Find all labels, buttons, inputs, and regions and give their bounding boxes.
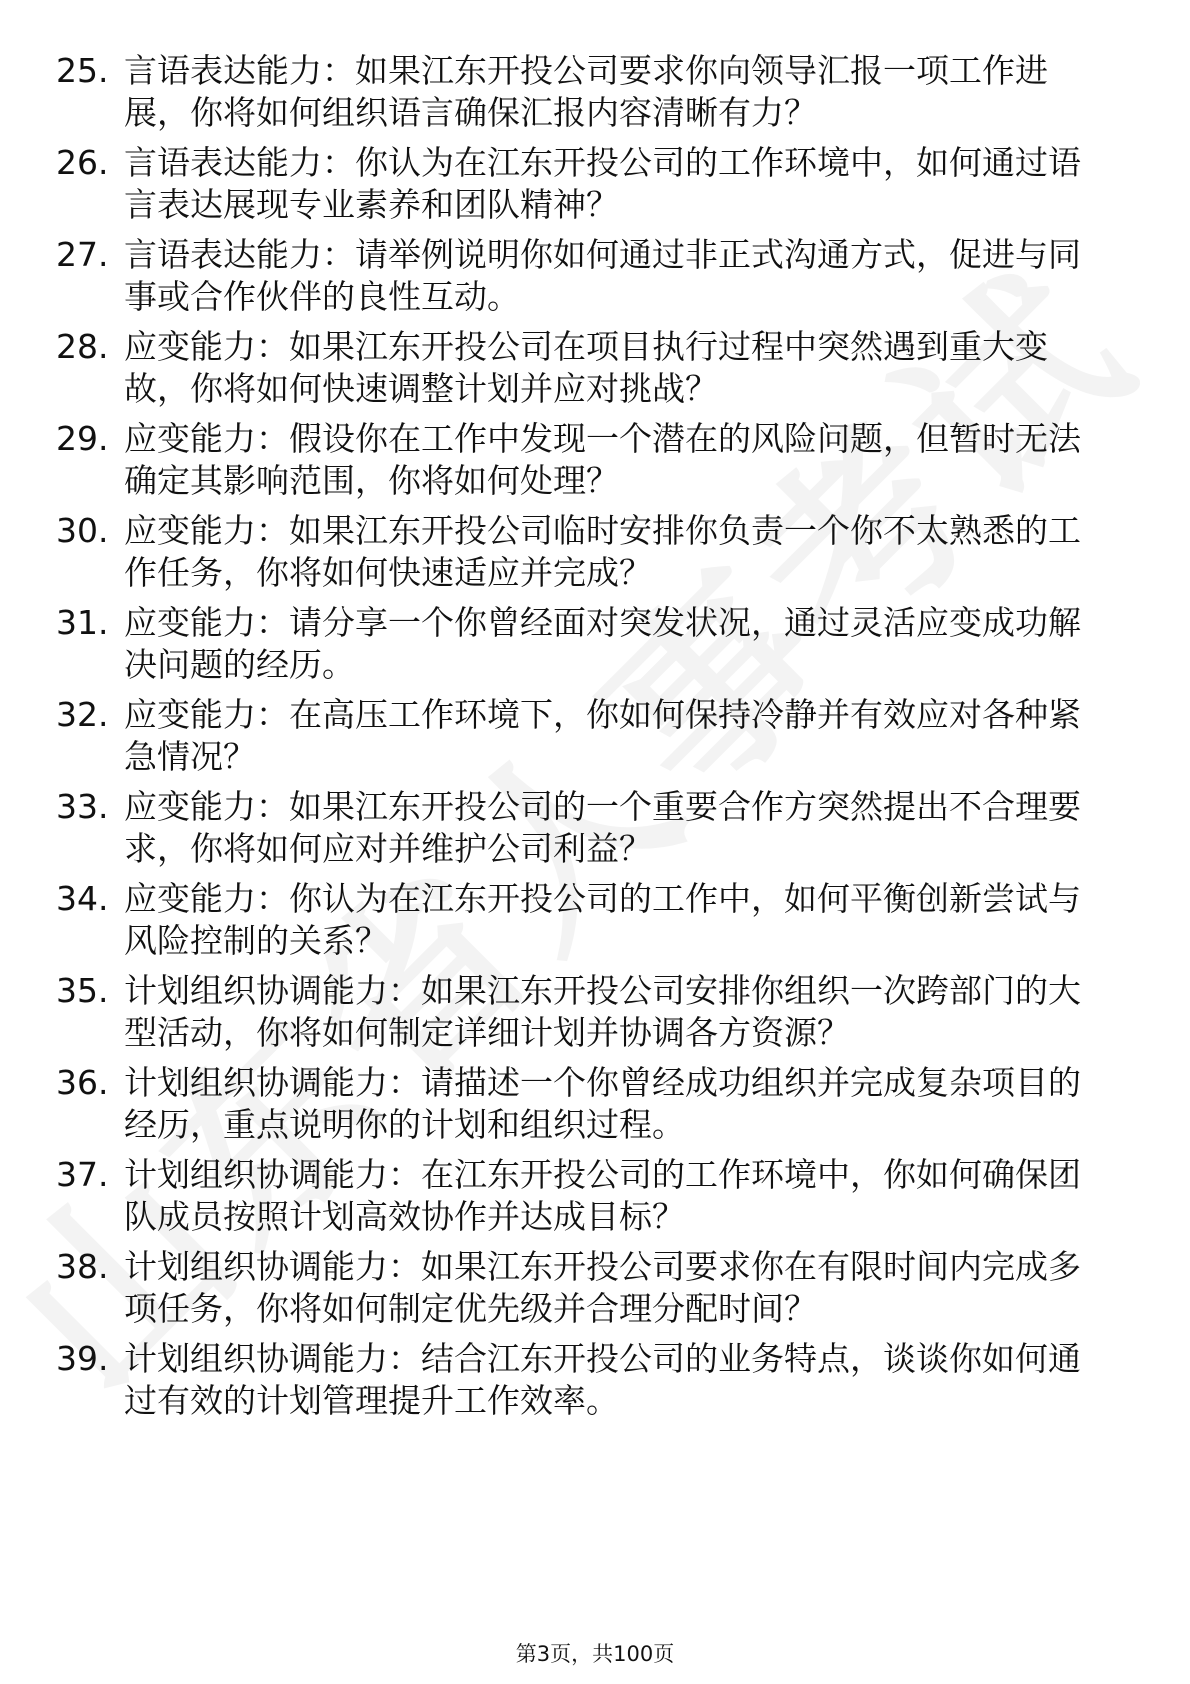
page-indicator: 第3页，共100页 — [515, 1642, 675, 1666]
question-text: 计划组织协调能力：如果江东开投公司安排你组织一次跨部门的大型活动，你将如何制定详细计划并协调各方资源？ — [124, 971, 1081, 1052]
question-text: 计划组织协调能力：在江东开投公司的工作环境中，你如何确保团队成员按照计划高效协作并达成目标？ — [124, 1155, 1081, 1236]
question-item — [56, 234, 1136, 326]
question-item — [56, 418, 1136, 510]
question-item — [56, 1338, 1136, 1430]
question-number: 27. — [56, 235, 109, 274]
question-item — [56, 510, 1136, 602]
question-number: 28. — [56, 327, 109, 366]
question-number: 35. — [56, 971, 109, 1010]
question-item — [56, 694, 1136, 786]
question-item — [56, 326, 1136, 418]
question-text: 计划组织协调能力：请描述一个你曾经成功组织并完成复杂项目的经历，重点说明你的计划和组织过程。 — [124, 1063, 1081, 1144]
question-text: 应变能力：你认为在江东开投公司的工作中，如何平衡创新尝试与风险控制的关系？ — [124, 879, 1081, 960]
question-number: 31. — [56, 603, 109, 642]
question-item — [56, 142, 1136, 234]
question-text: 应变能力：假设你在工作中发现一个潜在的风险问题，但暂时无法确定其影响范围，你将如何处理？ — [124, 419, 1081, 500]
question-number: 29. — [56, 419, 109, 458]
question-text: 应变能力：如果江东开投公司在项目执行过程中突然遇到重大变故，你将如何快速调整计划并应对挑战？ — [124, 327, 1048, 408]
question-number: 26. — [56, 143, 109, 182]
question-text: 应变能力：如果江东开投公司临时安排你负责一个你不太熟悉的工作任务，你将如何快速适应并完成？ — [124, 511, 1081, 592]
question-text: 应变能力：如果江东开投公司的一个重要合作方突然提出不合理要求，你将如何应对并维护公司利益？ — [124, 787, 1081, 868]
question-number: 33. — [56, 787, 109, 826]
question-list — [56, 50, 1136, 1430]
question-text: 计划组织协调能力：如果江东开投公司要求你在有限时间内完成多项任务，你将如何制定优先级并合理分配时间？ — [124, 1247, 1081, 1328]
question-item — [56, 1062, 1136, 1154]
question-item — [56, 50, 1136, 142]
question-number: 30. — [56, 511, 109, 550]
question-text: 应变能力：在高压工作环境下，你如何保持冷静并有效应对各种紧急情况？ — [124, 695, 1081, 776]
question-item — [56, 878, 1136, 970]
question-number: 39. — [56, 1339, 109, 1378]
question-text: 言语表达能力：如果江东开投公司要求你向领导汇报一项工作进展，你将如何组织语言确保汇报内容清晰有力？ — [124, 51, 1048, 132]
question-number: 38. — [56, 1247, 109, 1286]
question-text: 言语表达能力：你认为在江东开投公司的工作环境中，如何通过语言表达展现专业素养和团队精神？ — [124, 143, 1081, 224]
question-item — [56, 1246, 1136, 1338]
question-number: 25. — [56, 51, 109, 90]
question-number: 34. — [56, 879, 109, 918]
question-text: 应变能力：请分享一个你曾经面对突发状况，通过灵活应变成功解决问题的经历。 — [124, 603, 1081, 684]
question-item — [56, 786, 1136, 878]
question-text: 计划组织协调能力：结合江东开投公司的业务特点，谈谈你如何通过有效的计划管理提升工作效率。 — [124, 1339, 1081, 1420]
question-number: 36. — [56, 1063, 109, 1102]
question-number: 32. — [56, 695, 109, 734]
question-item — [56, 602, 1136, 694]
question-number: 37. — [56, 1155, 109, 1194]
question-item — [56, 970, 1136, 1062]
question-item — [56, 1154, 1136, 1246]
question-text: 言语表达能力：请举例说明你如何通过非正式沟通方式，促进与同事或合作伙伴的良性互动。 — [124, 235, 1081, 316]
